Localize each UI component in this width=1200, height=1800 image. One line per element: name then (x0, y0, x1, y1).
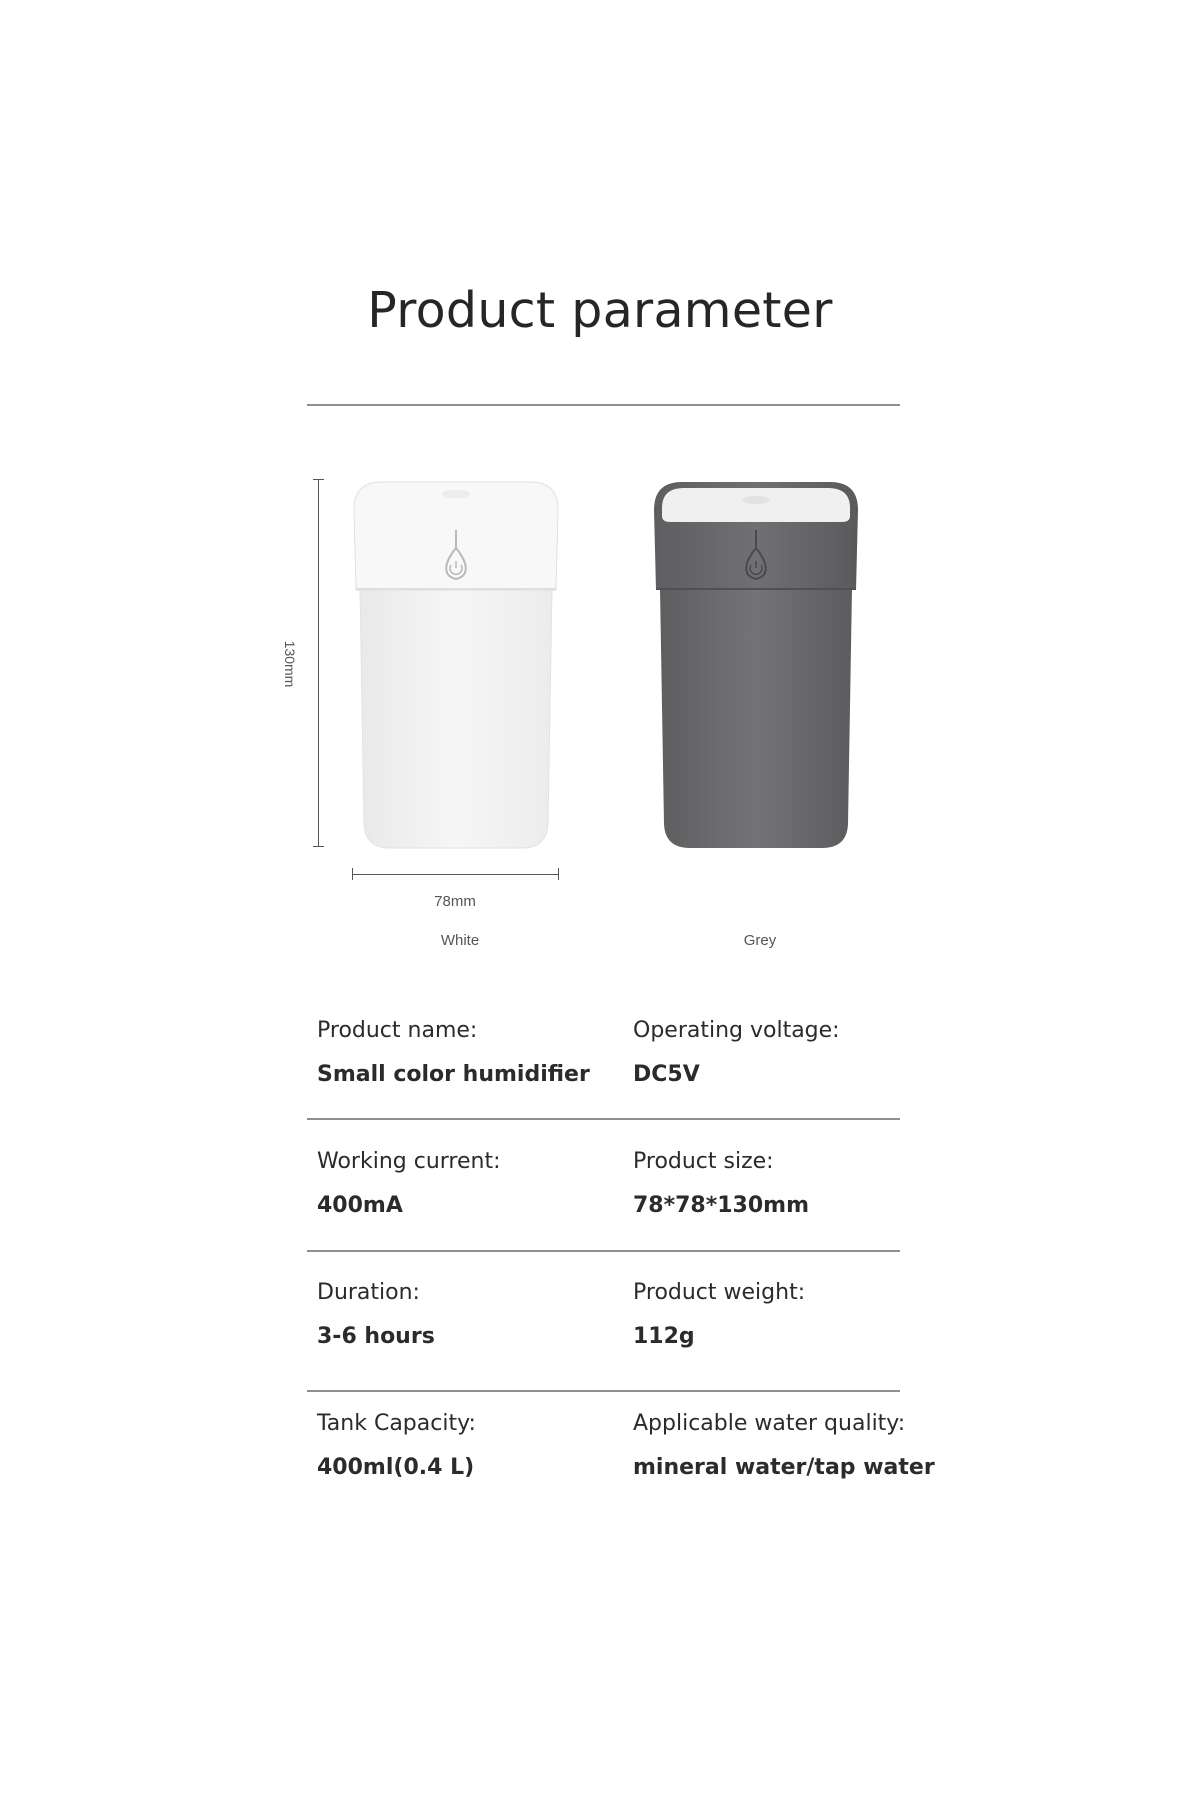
product-image-grey (650, 478, 862, 852)
spec-label-tank-capacity: Tank Capacity: (317, 1411, 476, 1436)
spec-label-product-name: Product name: (317, 1018, 478, 1043)
width-dimension-label: 78mm (434, 893, 476, 910)
width-dimension-tick-right (558, 868, 559, 880)
height-dimension-text: 130mm (282, 640, 298, 688)
spec-label-working-current: Working current: (317, 1149, 501, 1174)
height-dimension-line (318, 479, 319, 847)
width-dimension-line (352, 874, 558, 875)
spec-divider (307, 1390, 900, 1392)
spec-value-product-name: Small color humidifier (317, 1062, 590, 1087)
height-dimension-tick-bottom (313, 846, 324, 847)
spec-value-operating-voltage: DC5V (633, 1062, 700, 1087)
spec-value-working-current: 400mA (317, 1193, 403, 1218)
page-title: Product parameter (367, 282, 833, 339)
spec-label-operating-voltage: Operating voltage: (633, 1018, 840, 1043)
spec-value-product-weight: 112g (633, 1324, 695, 1349)
spec-divider (307, 1250, 900, 1252)
spec-label-product-weight: Product weight: (633, 1280, 806, 1305)
height-dimension-tick-top (313, 479, 324, 480)
variant-label-grey: Grey (743, 932, 777, 949)
width-dimension-tick-left (352, 868, 353, 880)
variant-label-white: White (440, 932, 480, 949)
spec-value-product-size: 78*78*130mm (633, 1193, 810, 1218)
spec-value-water-quality: mineral water/tap water (633, 1455, 935, 1480)
spec-value-duration: 3-6 hours (317, 1324, 435, 1349)
spec-value-tank-capacity: 400ml(0.4 L) (317, 1455, 475, 1480)
spec-label-water-quality: Applicable water quality: (633, 1411, 906, 1436)
spec-divider (307, 1118, 900, 1120)
title-divider (307, 404, 900, 406)
spec-label-product-size: Product size: (633, 1149, 774, 1174)
spec-label-duration: Duration: (317, 1280, 420, 1305)
product-image-white (350, 478, 562, 852)
